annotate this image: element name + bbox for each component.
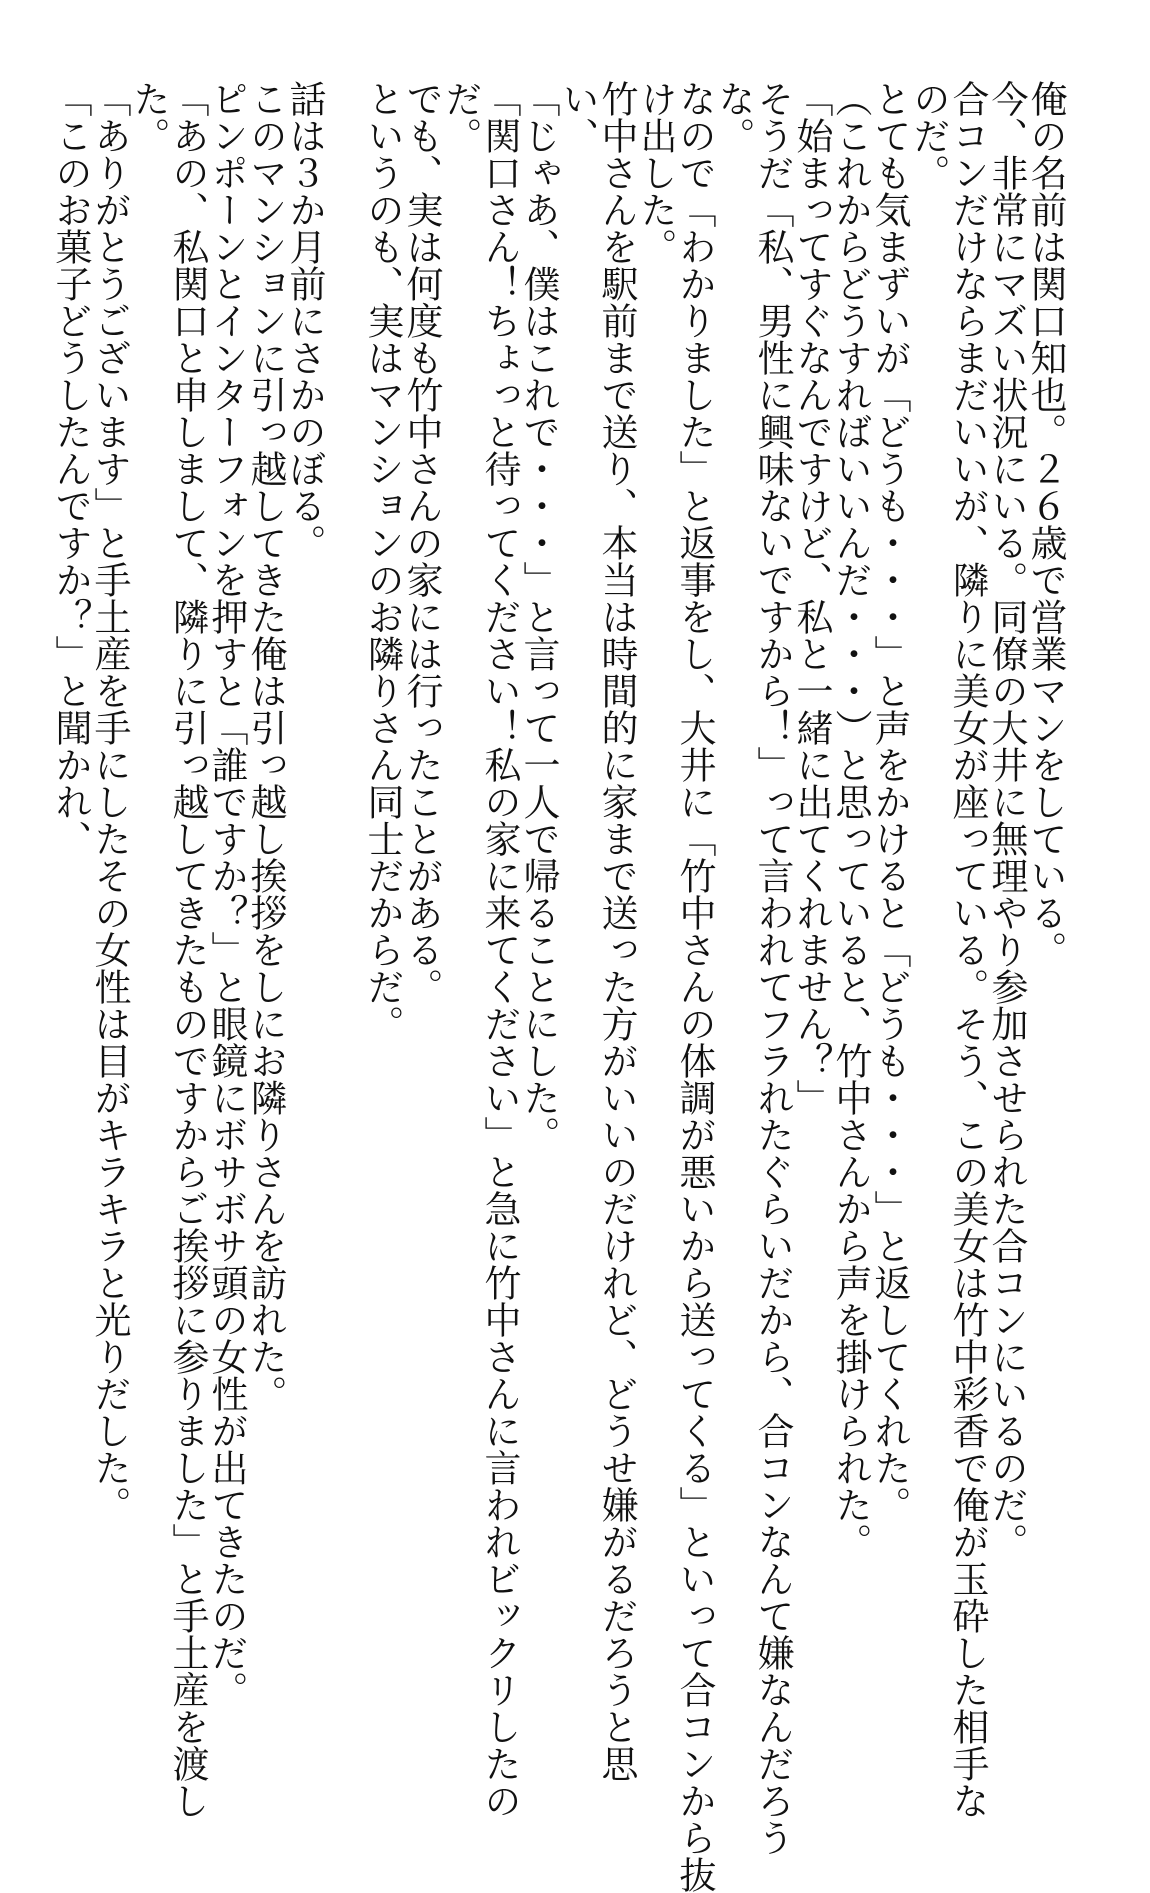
- text-line: 合コンだけならまだいいが、隣りに美女が座っている。そう、この美女は竹中彩香で俺が玉砕した相手な: [946, 80, 989, 1819]
- text-line: （これからどうすればいいんだ・・・）と思っていると、竹中さんから声を掛けられた。: [829, 80, 872, 1560]
- text-line: とても気まずいが「どうも・・・」と声をかけると「どうも・・・」と返してくれた。: [868, 80, 911, 1523]
- text-line: なので「わかりました」と返事をし、大井に「竹中さんの体調が悪いから送ってくる」といって合コンから抜: [673, 80, 716, 1893]
- text-line: 「じゃあ、僕はこれで・・・」と言って一人で帰ることにした。: [517, 80, 560, 1153]
- text-line: というのも、実はマンションのお隣りさん同士だからだ。: [361, 80, 404, 1042]
- text-line: 「このお菓子どうしたんですか？」と聞かれ、: [49, 80, 92, 857]
- paragraph-break: [324, 80, 363, 1700]
- text-line: ピンポーンとインターフォンを押すと「誰ですか？」と眼鏡にボサボサ頭の女性が出てきたのだ。: [205, 80, 248, 1708]
- text-line: のだ。: [907, 80, 950, 191]
- text-line: い、: [556, 80, 599, 154]
- text-line: 今、非常にマズい状況にいる。同僚の大井に無理やり参加させられた合コンにいるのだ。: [985, 80, 1028, 1560]
- text-line: 俺の名前は関口知也。２６歳で営業マンをしている。: [1024, 80, 1067, 968]
- text-line: 話は３か月前にさかのぼる。: [283, 80, 326, 561]
- text-line: 「あの、私関口と申しまして、隣りに引っ越してきたものですからご挨拶に参りました」と手土産を渡し: [166, 80, 209, 1819]
- text-line: 竹中さんを駅前まで送り、本当は時間的に家まで送った方がいいのだけれど、どうせ嫌がるだろうと思: [595, 80, 638, 1782]
- text-line: な。: [712, 80, 755, 154]
- text-line: た。: [127, 80, 170, 154]
- text-line: でも、実は何度も竹中さんの家には行ったことがある。: [400, 80, 443, 1005]
- text-line: このマンションに引っ越してきた俺は引っ越し挨拶をしにお隣りさんを訪れた。: [244, 80, 287, 1412]
- text-line: 「始まってすぐなんですけど、私と一緒に出てくれません？」: [790, 80, 833, 1116]
- vertical-text-body: [49, 80, 1067, 1893]
- text-line: だ。: [439, 80, 482, 154]
- text-line: け出した。: [634, 80, 677, 265]
- text-line: そうだ「私、男性に興味ないですから！」って言われてフラれたぐらいだから、合コンなんて嫌なんだろう: [751, 80, 794, 1856]
- text-line: 「関口さん！ちょっと待ってください！私の家に来てください」と急に竹中さんに言われビックリしたの: [478, 80, 521, 1819]
- text-line: 「ありがとうございます」と手土産を手にしたその女性は目がキラキラと光りだした。: [88, 80, 131, 1523]
